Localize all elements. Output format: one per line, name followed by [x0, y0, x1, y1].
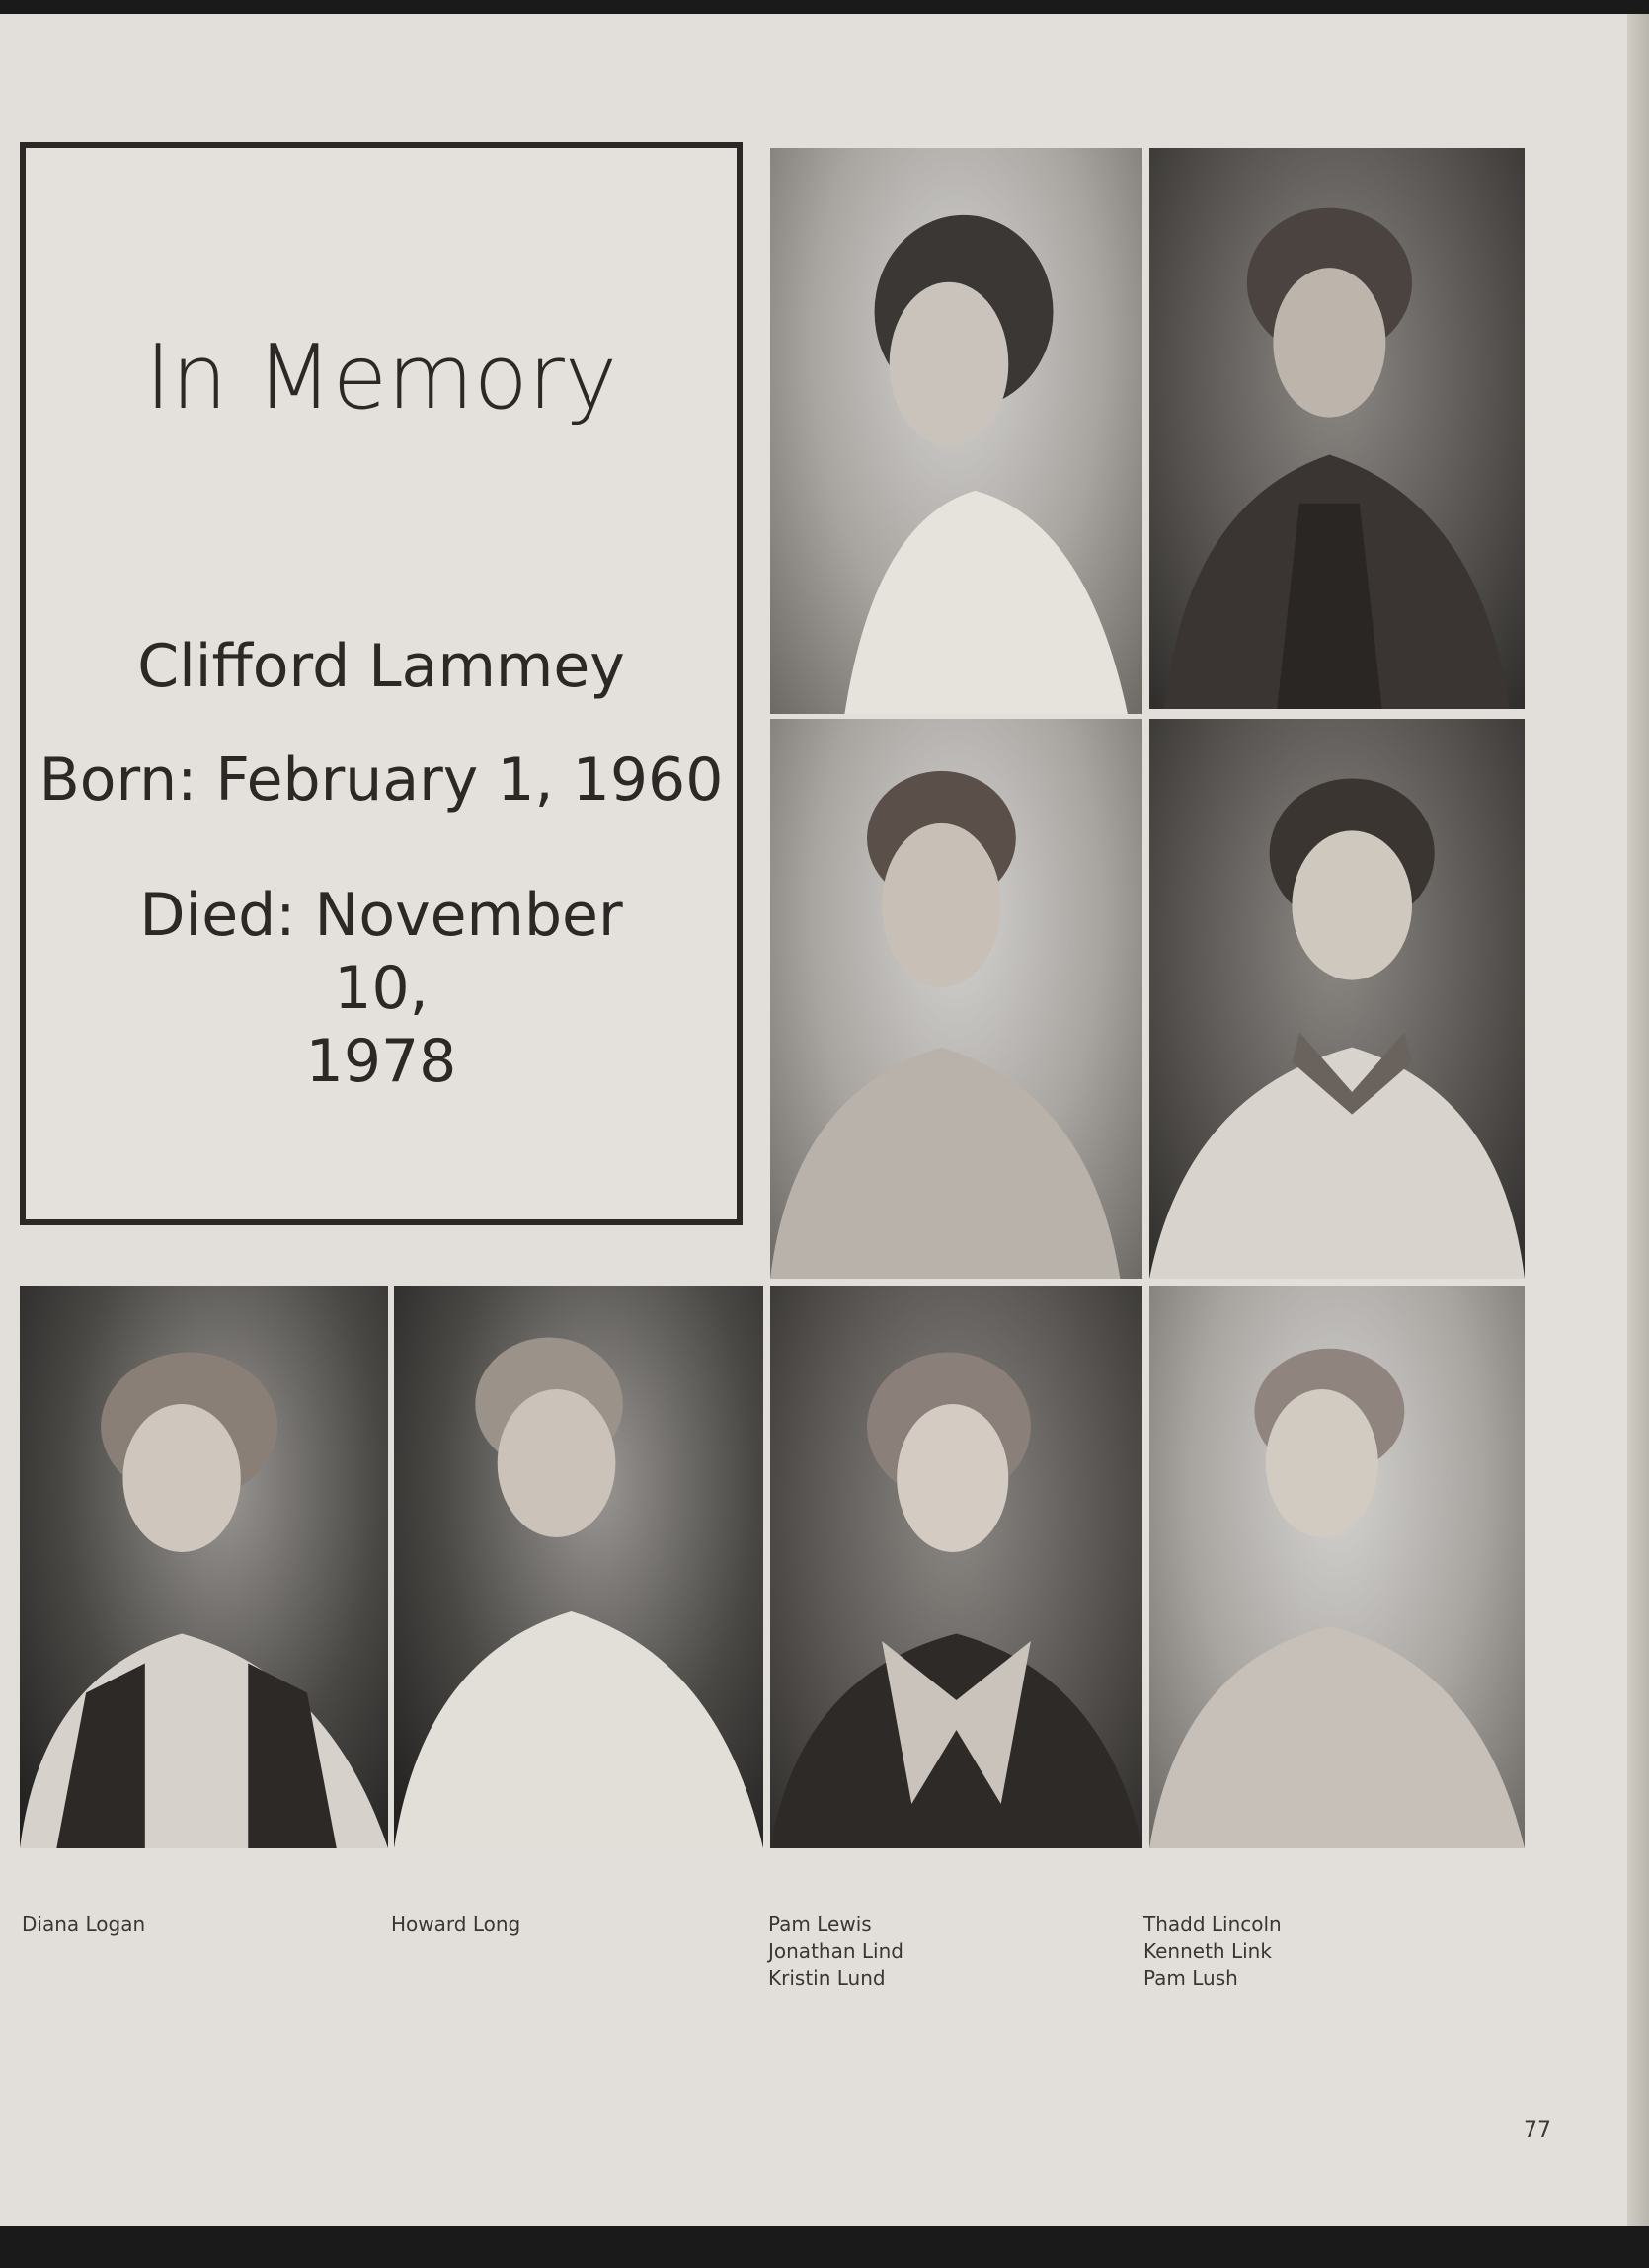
portrait-silhouette	[770, 1286, 1142, 1848]
caption-name: Kenneth Link	[1143, 1939, 1272, 1963]
caption-column-2	[391, 1912, 520, 1938]
memorial-born-date: Born: February 1, 1960	[39, 745, 724, 815]
in-memory-box	[20, 142, 743, 1225]
portrait-photo-3	[770, 719, 1142, 1279]
page-number: 77	[1524, 2118, 1551, 2143]
portrait-photo-1	[770, 148, 1142, 714]
caption-name: Pam Lewis	[768, 1913, 872, 1936]
caption-name: Kristin Lund	[768, 1966, 886, 1990]
portrait-photo-howard-long	[394, 1286, 763, 1848]
caption-name: Jonathan Lind	[768, 1939, 903, 1963]
portrait-photo-diana-logan	[20, 1286, 388, 1848]
portrait-photo-2	[1149, 148, 1525, 709]
caption-name: Thadd Lincoln	[1143, 1913, 1282, 1936]
caption-name: Howard Long	[391, 1913, 521, 1936]
portrait-silhouette	[1149, 719, 1525, 1279]
memorial-name: Clifford Lammey	[137, 632, 625, 701]
portrait-silhouette	[394, 1286, 763, 1848]
caption-name: Diana Logan	[22, 1913, 146, 1936]
portrait-photo-5	[770, 1286, 1142, 1848]
memorial-died-line1: Died: November 10,	[139, 881, 623, 1023]
portrait-photo-4	[1149, 719, 1525, 1279]
memorial-title: In Memory	[144, 326, 618, 430]
memorial-died-line2: 1978	[305, 1027, 457, 1096]
memorial-died-date	[85, 879, 677, 1098]
page-edge	[1627, 14, 1649, 2226]
portrait-silhouette	[770, 148, 1142, 714]
portrait-silhouette	[1149, 1286, 1525, 1848]
portrait-silhouette	[770, 719, 1142, 1279]
portrait-photo-6	[1149, 1286, 1525, 1848]
portrait-silhouette	[20, 1286, 388, 1848]
caption-column-3	[768, 1912, 903, 1992]
caption-name: Pam Lush	[1143, 1966, 1238, 1990]
caption-column-1	[22, 1912, 145, 1938]
caption-column-4	[1143, 1912, 1282, 1992]
portrait-silhouette	[1149, 148, 1525, 709]
